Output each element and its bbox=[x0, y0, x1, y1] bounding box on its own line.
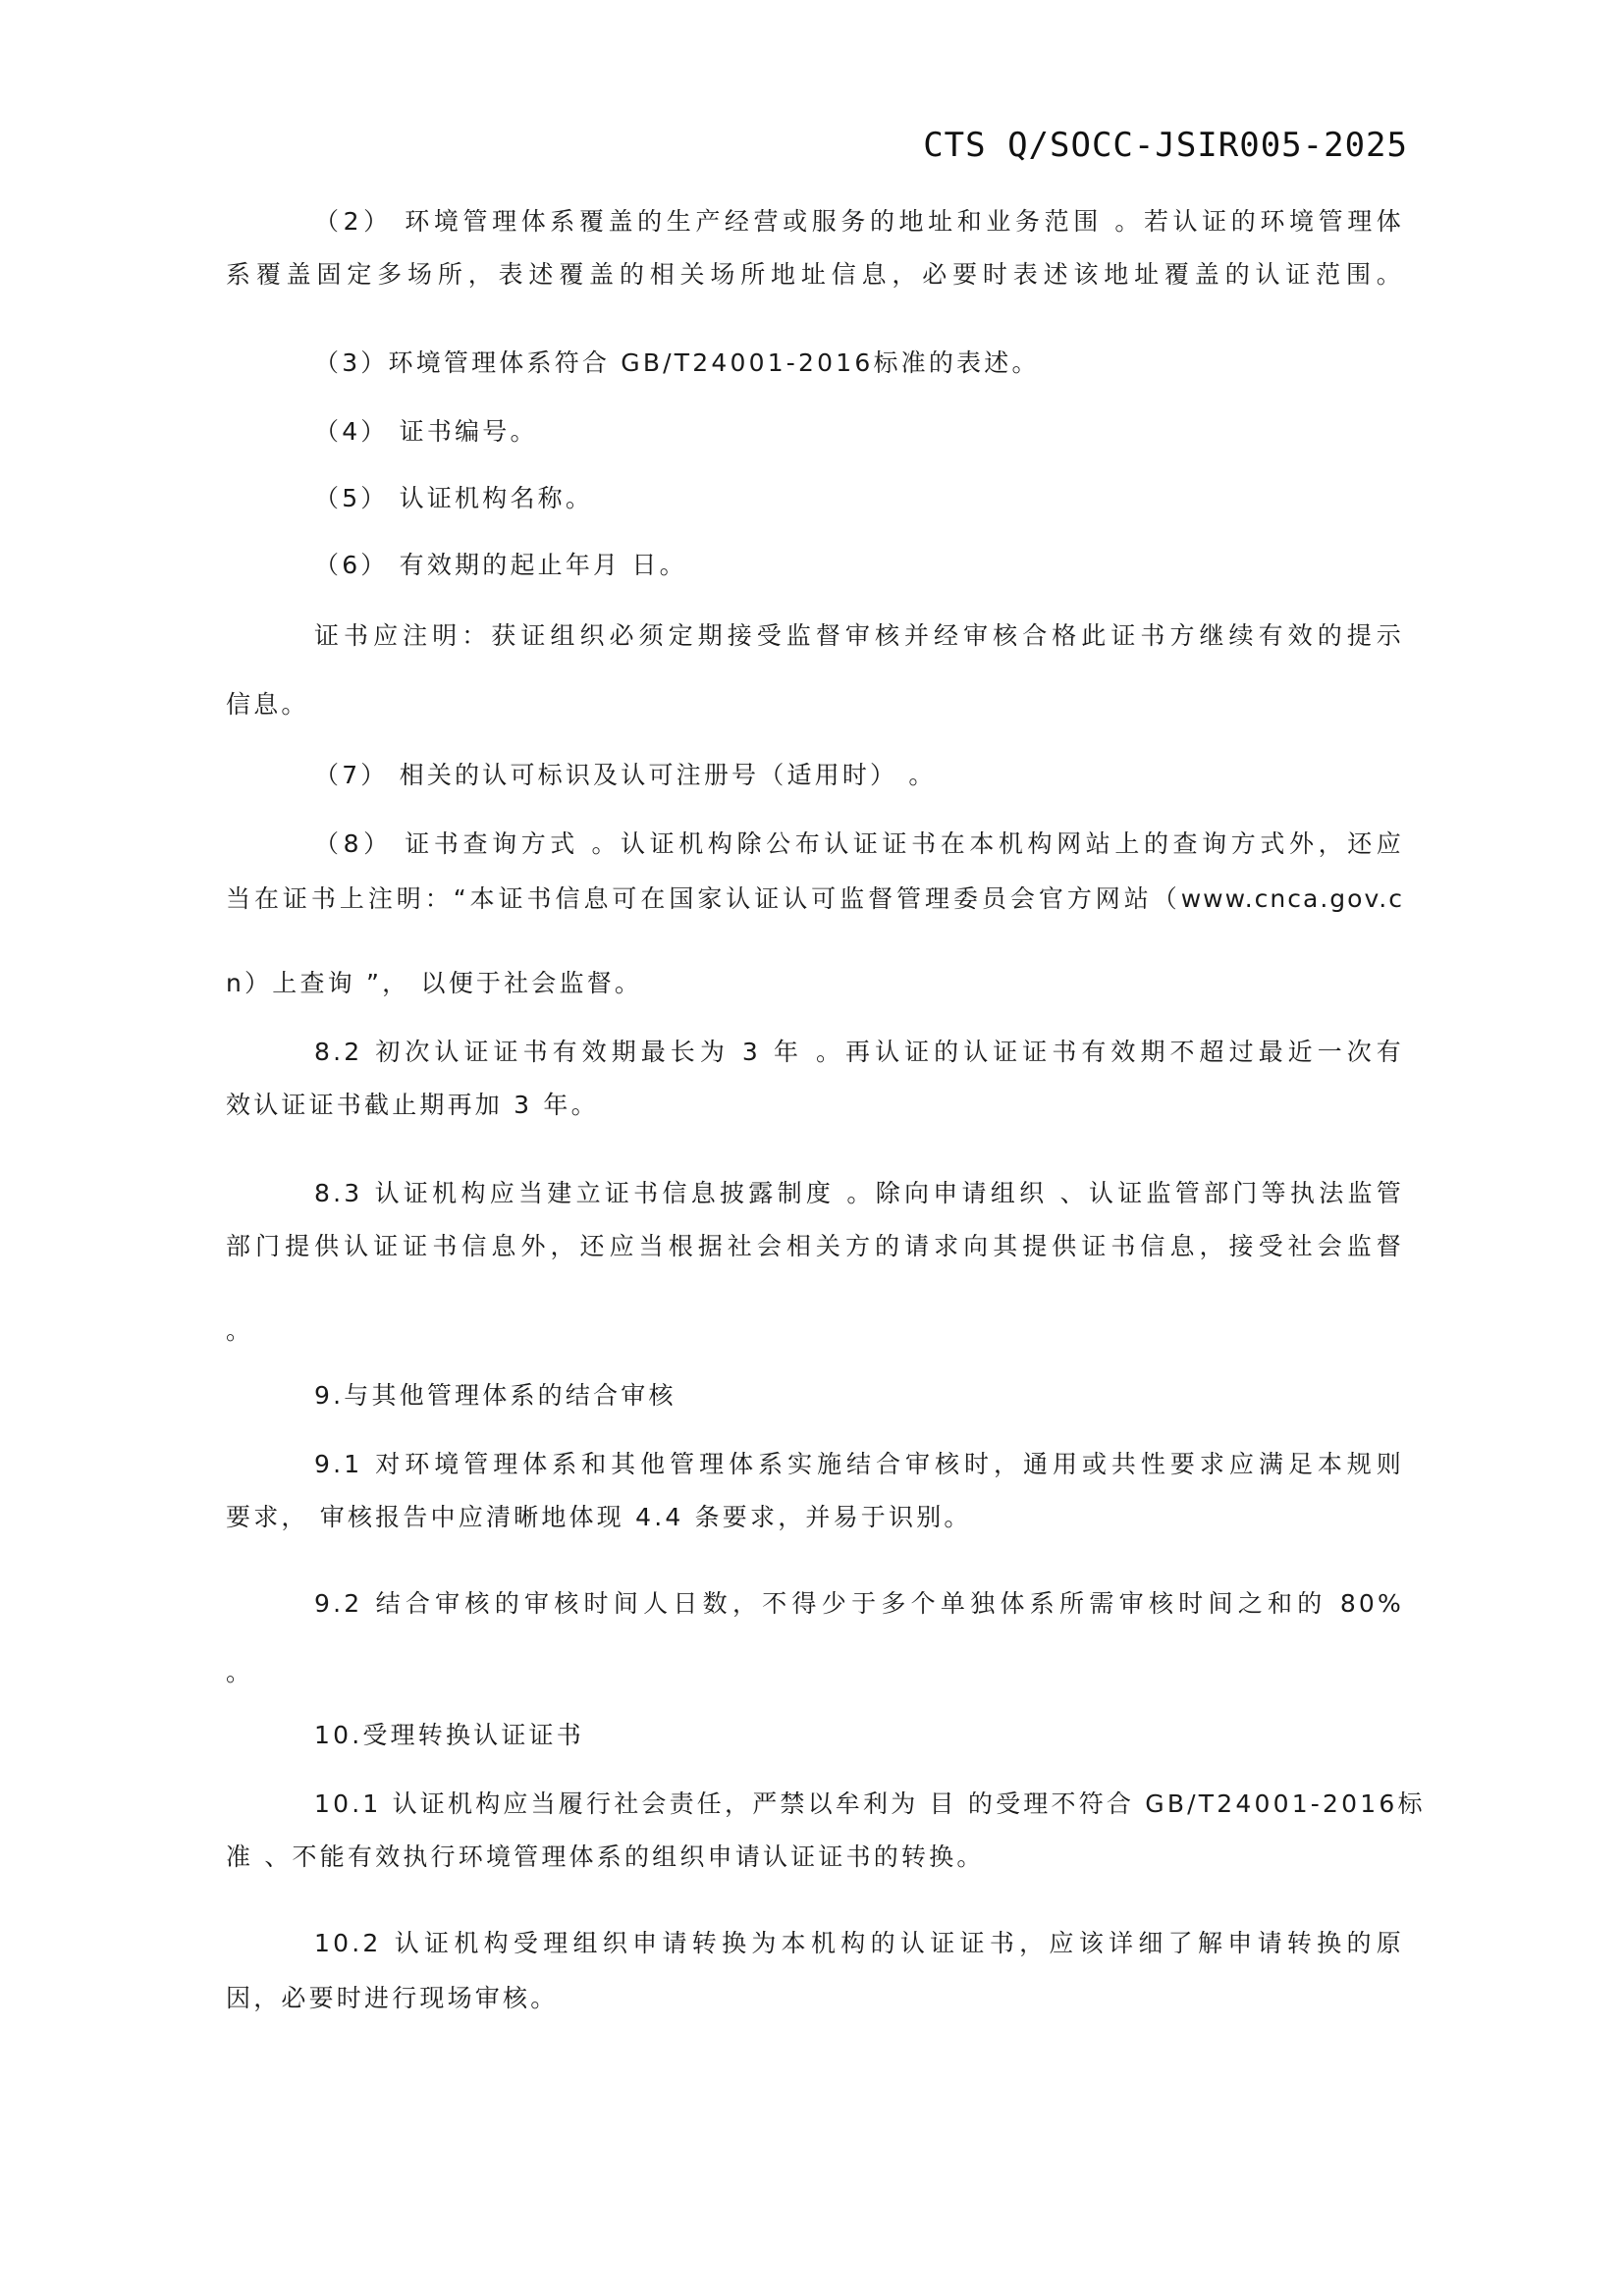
text-line: 准 、不能有效执行环境管理体系的组织申请认证证书的转换。 bbox=[226, 1842, 985, 1871]
text-line: （6） 有效期的起止年月 日。 bbox=[314, 551, 687, 579]
text-line: 要求， 审核报告中应清晰地体现 4.4 条要求，并易于识别。 bbox=[226, 1503, 972, 1531]
text-line: （8） 证书查询方式 。认证机构除公布认证证书在本机构网站上的查询方式外，还应 bbox=[314, 829, 1404, 858]
text-line: 10.1 认证机构应当履行社会责任，严禁以牟利为 目 的受理不符合 GB/T24001-2016标 bbox=[314, 1789, 1426, 1818]
text-line: 9.2 结合审核的审核时间人日数，不得少于多个单独体系所需审核时间之和的 80% bbox=[314, 1589, 1404, 1618]
text-line: n）上查询 ”， 以便于社会监督。 bbox=[226, 969, 643, 997]
text-line: 部门提供认证证书信息外，还应当根据社会相关方的请求向其提供证书信息，接受社会监督 bbox=[226, 1232, 1404, 1260]
text-line: 当在证书上注明：“本证书信息可在国家认证认可监督管理委员会官方网站（www.cnca.gov.c bbox=[226, 884, 1404, 913]
text-line: 8.2 初次认证证书有效期最长为 3 年 。再认证的认证证书有效期不超过最近一次有 bbox=[314, 1038, 1404, 1066]
document-code-header: CTS Q/SOCC-JSIR005-2025 bbox=[923, 126, 1408, 165]
text-line: 。 bbox=[226, 1316, 254, 1345]
text-line: 系覆盖固定多场所，表述覆盖的相关场所地址信息，必要时表述该地址覆盖的认证范围。 bbox=[226, 260, 1404, 289]
text-line: 10.2 认证机构受理组织申请转换为本机构的认证证书，应该详细了解申请转换的原 bbox=[314, 1929, 1404, 1957]
text-line: （3）环境管理体系符合 GB/T24001-2016标准的表述。 bbox=[314, 348, 1040, 377]
text-line: 8.3 认证机构应当建立证书信息披露制度 。除向申请组织 、认证监管部门等执法监管 bbox=[314, 1179, 1404, 1207]
text-line: 因，必要时进行现场审核。 bbox=[226, 1984, 559, 2012]
text-line: 。 bbox=[226, 1658, 254, 1686]
text-line: （7） 相关的认可标识及认可注册号（适用时） 。 bbox=[314, 761, 937, 789]
text-line: （4） 证书编号。 bbox=[314, 417, 538, 446]
section-heading: 9.与其他管理体系的结合审核 bbox=[314, 1381, 677, 1410]
text-line: （2） 环境管理体系覆盖的生产经营或服务的地址和业务范围 。若认证的环境管理体 bbox=[314, 207, 1404, 236]
text-line: 信息。 bbox=[226, 690, 309, 719]
section-heading: 10.受理转换认证证书 bbox=[314, 1721, 584, 1749]
text-line: （5） 认证机构名称。 bbox=[314, 484, 594, 512]
text-line: 9.1 对环境管理体系和其他管理体系实施结合审核时，通用或共性要求应满足本规则 bbox=[314, 1450, 1404, 1478]
text-line: 效认证证书截止期再加 3 年。 bbox=[226, 1091, 599, 1119]
text-line: 证书应注明：获证组织必须定期接受监督审核并经审核合格此证书方继续有效的提示 bbox=[314, 621, 1404, 650]
